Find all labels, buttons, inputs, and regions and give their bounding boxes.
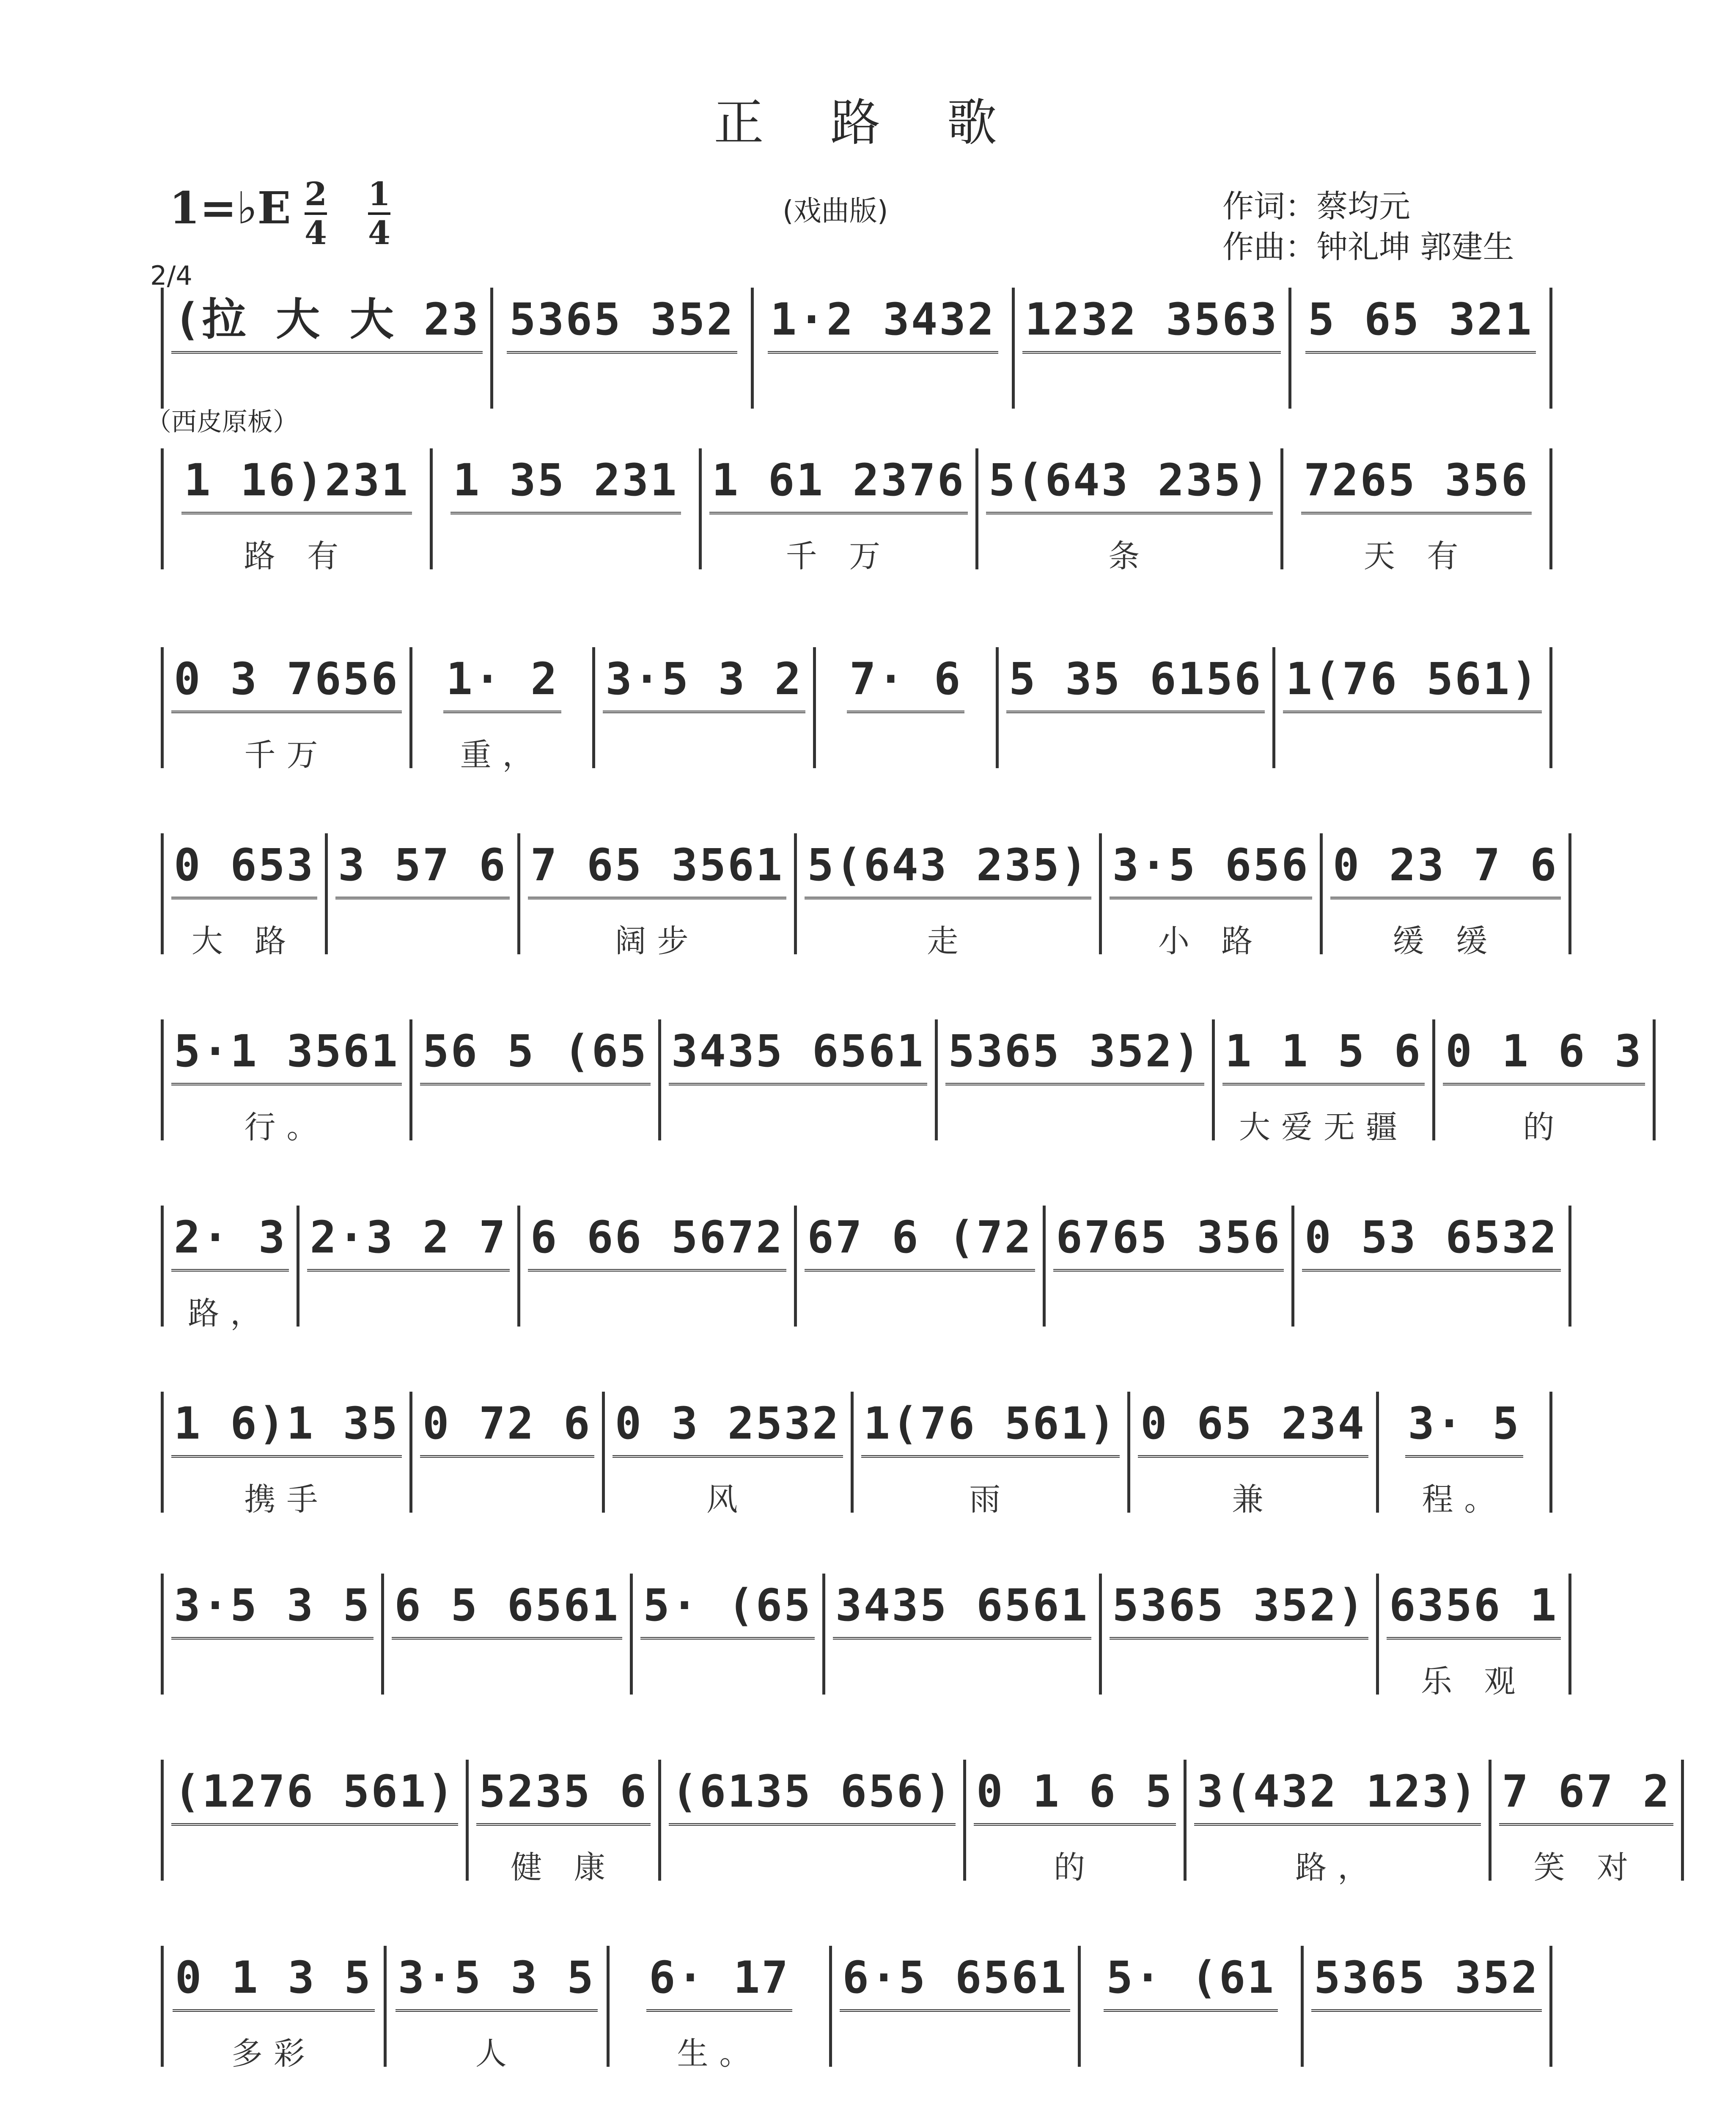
measure-notes: 1 6)1 35 [171, 1392, 402, 1458]
time-signature-denominator: 4 [305, 214, 327, 252]
measure [161, 288, 493, 409]
score-system [161, 448, 1552, 574]
measure-notes: 5235 6 [476, 1760, 651, 1826]
measure-row [161, 448, 1552, 574]
measure-lyrics: 路， [1295, 1849, 1380, 1886]
time-signature-numerator: 2 [305, 175, 327, 213]
measure-notes: (拉 大 大 23 [171, 288, 483, 354]
measure-notes: (1276 561) [171, 1760, 458, 1826]
measure-notes: 5(643 235) [805, 833, 1091, 899]
measure [1323, 833, 1571, 959]
measure-notes: 5· (61 [1104, 1946, 1278, 2012]
measure [161, 1760, 469, 1881]
measure-lyrics: 大 路 [191, 923, 297, 959]
measure-lyrics: 路 有 [244, 538, 350, 574]
measure-lyrics: 程。 [1422, 1481, 1507, 1518]
measure-row [161, 1574, 1558, 1700]
measure [161, 1019, 412, 1145]
measure-lyrics: 风 [706, 1481, 749, 1518]
measure-row [161, 1760, 1671, 1886]
measure [161, 833, 328, 959]
measure [412, 1392, 605, 1513]
measure-notes: 2·3 2 7 [307, 1206, 509, 1272]
measure-notes: 2· 3 [171, 1206, 289, 1272]
measure-row [161, 1206, 1558, 1332]
score-system [161, 1392, 1552, 1518]
time-marker: 2/4 [150, 260, 192, 291]
measure-notes: 6·5 6561 [840, 1946, 1070, 2012]
lyricist-credit: 作词：蔡均元 [1222, 188, 1410, 225]
measure [520, 833, 797, 959]
measure-notes: 0 53 6532 [1302, 1206, 1561, 1272]
score-system [161, 288, 1552, 409]
measure-notes: 1 35 231 [450, 448, 681, 514]
measure [1102, 1574, 1379, 1695]
score-system [161, 647, 1552, 773]
measure-notes: 0 1 6 5 [974, 1760, 1176, 1826]
measure-notes: 3· 5 [1405, 1392, 1523, 1458]
measure-lyrics: 的 [1523, 1109, 1566, 1145]
measure [387, 1946, 610, 2072]
time-signature-1-4 [368, 175, 390, 252]
measure-lyrics: 条 [1108, 538, 1151, 574]
measure [161, 1574, 384, 1695]
composer-credit: 作曲：钟礼坤 郭建生 [1222, 229, 1514, 265]
measure-notes: 1· 2 [443, 647, 561, 713]
measure-notes: 1 16)231 [181, 448, 412, 514]
measure-row [161, 288, 1552, 409]
measure [633, 1574, 825, 1695]
measure [595, 647, 816, 768]
measure [605, 1392, 854, 1518]
measure-notes: 0 3 7656 [171, 647, 402, 713]
measure [161, 1206, 299, 1332]
measure [161, 1946, 387, 2072]
measure [1015, 288, 1292, 409]
measure-lyrics: 生。 [677, 2035, 762, 2072]
time-signature-numerator: 1 [368, 175, 390, 213]
version-label: (戏曲版) [783, 195, 888, 227]
measure [1187, 1760, 1492, 1886]
measure-notes: 1·2 3432 [768, 288, 998, 354]
measure-notes: 3·5 3 5 [396, 1946, 598, 2012]
measure-lyrics: 小 路 [1158, 923, 1264, 959]
measure [825, 1574, 1102, 1695]
measure-lyrics: 笑 对 [1533, 1849, 1640, 1886]
measure-notes: 1232 3563 [1022, 288, 1281, 354]
measure [520, 1206, 797, 1327]
measure-notes: 5· (65 [640, 1574, 815, 1640]
measure-notes: 0 65 234 [1138, 1392, 1368, 1458]
measure-notes: 0 653 [171, 833, 317, 899]
measure [161, 1392, 412, 1518]
measure-notes: 6356 1 [1387, 1574, 1561, 1640]
measure-notes: 5365 352) [1110, 1574, 1368, 1640]
score-system [161, 1574, 1558, 1700]
measure [1291, 288, 1552, 409]
measure-notes: 3(432 123) [1194, 1760, 1481, 1826]
measure [1379, 1574, 1571, 1700]
measure [661, 1019, 938, 1140]
measure-notes: 3 57 6 [335, 833, 510, 899]
measure-notes: 1 1 5 6 [1222, 1019, 1425, 1085]
measure-notes: 3·5 656 [1110, 833, 1312, 899]
measure [978, 448, 1283, 574]
measure [854, 1392, 1131, 1518]
measure [384, 1574, 633, 1695]
measure [1081, 1946, 1304, 2067]
score-system [161, 1206, 1558, 1332]
measure-notes: 56 5 (65 [420, 1019, 651, 1085]
measure-lyrics: 兼 [1232, 1481, 1275, 1518]
measure [661, 1760, 966, 1881]
measure [469, 1760, 661, 1886]
measure [412, 647, 595, 773]
measure-row [161, 833, 1558, 959]
measure [1304, 1946, 1552, 2067]
measure-lyrics: 人 [475, 2035, 518, 2072]
measure-lyrics: 雨 [969, 1481, 1012, 1518]
measure [1130, 1392, 1379, 1518]
measure-notes: 0 1 6 3 [1443, 1019, 1645, 1085]
measure-notes: 3435 6561 [669, 1019, 928, 1085]
measure [754, 288, 1015, 409]
measure-notes: 6 66 5672 [528, 1206, 787, 1272]
key-signature: 1=♭E [169, 182, 291, 234]
measure-notes: 7 67 2 [1499, 1760, 1673, 1826]
measure-notes: 7 65 3561 [528, 833, 787, 899]
measure-notes: 1(76 561) [1283, 647, 1542, 713]
measure-row [161, 1392, 1552, 1518]
measure-notes: 0 72 6 [420, 1392, 594, 1458]
measure-notes: 5365 352 [1311, 1946, 1542, 2012]
measure [1294, 1206, 1571, 1327]
measure [999, 647, 1276, 768]
measure-lyrics: 行。 [244, 1109, 329, 1145]
measure [797, 833, 1102, 959]
measure [797, 1206, 1046, 1327]
measure-lyrics: 健 康 [511, 1849, 616, 1886]
measure-notes: 7265 356 [1301, 448, 1532, 514]
measure-notes: 1 61 2376 [709, 448, 968, 514]
measure-lyrics: 重， [460, 737, 545, 773]
measure-row [161, 647, 1552, 773]
score-system [161, 1946, 1552, 2072]
measure [1379, 1392, 1552, 1518]
measure-notes: 0 3 2532 [613, 1392, 843, 1458]
measure-lyrics: 多彩 [231, 2035, 316, 2072]
measure-notes: 5·1 3561 [171, 1019, 402, 1085]
measure [1215, 1019, 1435, 1145]
measure-lyrics: 大爱无疆 [1239, 1109, 1409, 1145]
measure-notes: 67 6 (72 [805, 1206, 1035, 1272]
measure-lyrics: 阔步 [615, 923, 700, 959]
measure [493, 288, 754, 409]
measure [433, 448, 702, 569]
measure [161, 448, 433, 574]
time-signature-denominator: 4 [368, 214, 390, 252]
measure-row [161, 1946, 1552, 2072]
measure [938, 1019, 1215, 1140]
measure [816, 647, 999, 768]
measure-lyrics: 路， [188, 1295, 273, 1332]
measure [1102, 833, 1322, 959]
measure [1283, 448, 1552, 574]
measure-notes: 0 23 7 6 [1330, 833, 1561, 899]
score-system [161, 1760, 1671, 1886]
measure [966, 1760, 1187, 1886]
measure-notes: 5365 352) [945, 1019, 1204, 1085]
measure-notes: 6 5 6561 [392, 1574, 622, 1640]
measure-notes: 3·5 3 2 [603, 647, 805, 713]
measure [328, 833, 520, 954]
measure-notes: 7· 6 [847, 647, 964, 713]
measure-notes: 5365 352 [507, 288, 737, 354]
measure-notes: 3·5 3 5 [171, 1574, 374, 1640]
measure-lyrics: 天 有 [1363, 538, 1470, 574]
measure-row [161, 1019, 1643, 1145]
credits [1222, 186, 1514, 267]
measure-notes: 1(76 561) [861, 1392, 1120, 1458]
measure [610, 1946, 832, 2072]
measure [1435, 1019, 1656, 1145]
measure [1046, 1206, 1294, 1327]
time-signature-2-4 [305, 175, 327, 252]
measure [161, 647, 412, 773]
page-title: 正 路 歌 [714, 93, 1022, 152]
measure-lyrics: 缓 缓 [1393, 923, 1498, 959]
measure-lyrics: 千万 [244, 737, 329, 773]
measure [1275, 647, 1552, 768]
measure-notes: 0 1 3 5 [173, 1946, 375, 2012]
measure-lyrics: 携手 [244, 1481, 329, 1518]
measure [299, 1206, 520, 1327]
score-system [161, 833, 1558, 959]
measure-lyrics: 乐 观 [1421, 1663, 1527, 1700]
measure [832, 1946, 1081, 2067]
measure [702, 448, 979, 574]
measure-notes: 5 35 6156 [1006, 647, 1265, 713]
measure [412, 1019, 661, 1140]
measure-notes: 6765 356 [1053, 1206, 1284, 1272]
measure-notes: 3435 6561 [833, 1574, 1092, 1640]
tempo-marking: （西皮原板） [146, 407, 298, 437]
measure-lyrics: 走 [927, 923, 970, 959]
measure [1492, 1760, 1684, 1886]
measure-lyrics: 千 万 [786, 538, 892, 574]
measure-notes: 5(643 235) [986, 448, 1273, 514]
measure-notes: 5 65 321 [1305, 288, 1536, 354]
measure-notes: (6135 656) [669, 1760, 956, 1826]
score-system [161, 1019, 1643, 1145]
measure-notes: 6· 17 [646, 1946, 792, 2012]
measure-lyrics: 的 [1054, 1849, 1096, 1886]
